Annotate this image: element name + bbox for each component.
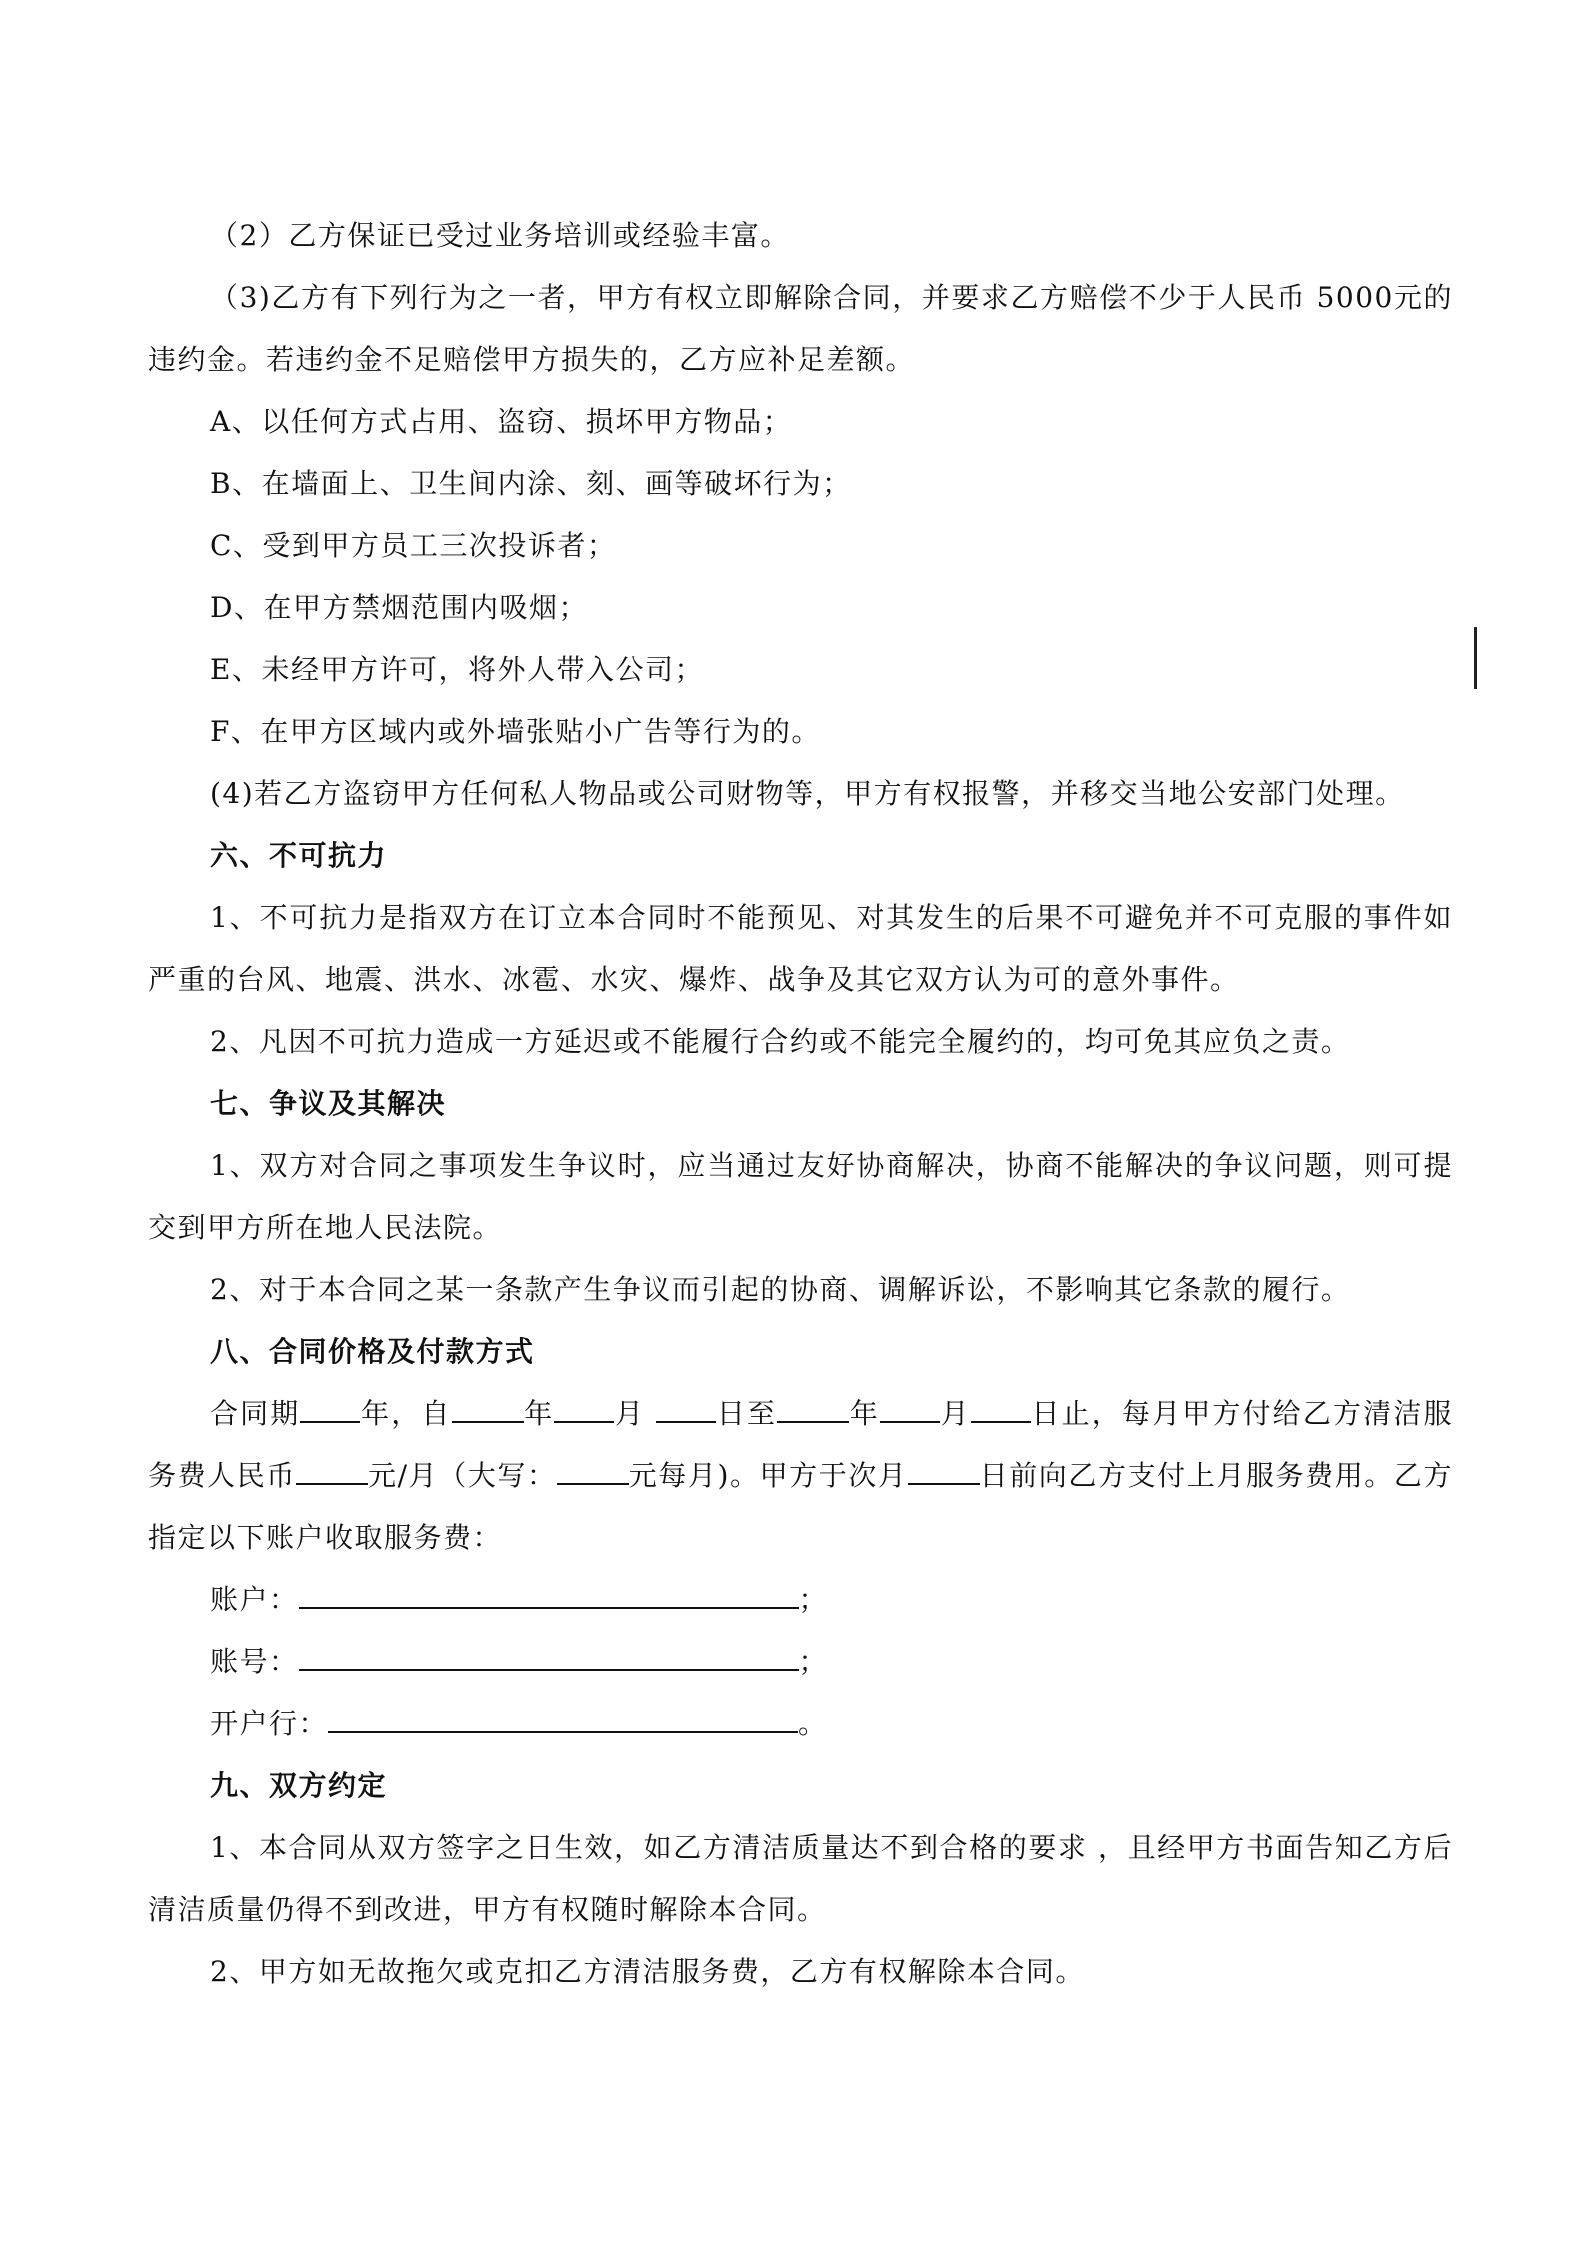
account-number-label: 账号： [210,1645,299,1678]
clause-3-item-a: A、以任何方式占用、盗窃、损坏甲方物品； [210,405,793,438]
blank-contract-years[interactable] [300,1393,360,1423]
section-9-clause-2: 2、甲方如无故拖欠或克扣乙方清洁服务费，乙方有权解除本合同。 [210,1955,1085,1988]
section-9-clause-1: 1、本合同从双方签字之日生效，如乙方清洁质量达不到合格的要求 ，且经甲方书面告知乙方后清洁质量仍得不到改进，甲方有权随时解除本合同。 [148,1831,1453,1926]
blank-monthly-fee[interactable] [296,1455,368,1485]
section-7-clause-1: 1、双方对合同之事项发生争议时，应当通过友好协商解决，协商不能解决的争议问题，则可提交到甲方所在地人民法院。 [148,1149,1453,1244]
account-number-blank[interactable] [299,1641,799,1671]
bank-label: 开户行： [210,1707,329,1740]
section-7-clause-2: 2、对于本合同之某一条款产生争议而引起的协商、调解诉讼，不影响其它条款的履行。 [210,1273,1351,1306]
section-7-heading: 七、争议及其解决 [210,1087,447,1120]
account-name-label: 账户： [210,1583,299,1616]
bank-blank[interactable] [328,1703,798,1733]
account-number-end: ； [798,1645,829,1678]
blank-start-month[interactable] [554,1393,614,1423]
section-6-clause-1: 1、不可抗力是指双方在订立本合同时不能预见、对其发生的后果不可避免并不可克服的事件如严重的台风、地震、洪水、冰雹、水灾、爆炸、战争及其它双方认为可的意外事件。 [148,901,1453,996]
clause-2: （2）乙方保证已受过业务培训或经验丰富。 [210,219,790,252]
section-6-heading: 六、不可抗力 [210,839,388,872]
blank-end-month[interactable] [880,1393,940,1423]
clause-3-item-f: F、在甲方区域内或外墙张贴小广告等行为的。 [210,715,821,748]
payment-text: 日至 [716,1397,778,1430]
account-name-line [148,1569,1453,1631]
section-6-clause-2: 2、凡因不可抗力造成一方延迟或不能履行合约或不能完全履约的，均可免其应负之责。 [210,1025,1351,1058]
payment-terms [148,1383,1453,1569]
payment-text: 元每月)。甲方于次月 [628,1459,908,1492]
payment-text: 元/月（大写： [367,1459,557,1492]
section-9-heading: 九、双方约定 [210,1769,388,1802]
blank-start-year[interactable] [452,1393,524,1423]
contract-body [148,205,1453,2003]
clause-3-item-d: D、在甲方禁烟范围内吸烟； [210,591,588,624]
blank-start-day[interactable] [656,1393,716,1423]
section-8-heading: 八、合同价格及付款方式 [210,1335,535,1368]
blank-end-year[interactable] [777,1393,849,1423]
account-number-line [148,1631,1453,1693]
margin-marker [1474,627,1477,689]
bank-line [148,1693,1453,1755]
account-name-blank[interactable] [299,1579,799,1609]
bank-end: 。 [798,1707,828,1740]
clause-4: (4)若乙方盗窃甲方任何私人物品或公司财物等，甲方有权报警，并移交当地公安部门处理。 [210,777,1405,810]
payment-text: 合同期 [210,1397,301,1430]
payment-text: 月 [614,1397,646,1430]
payment-text: 年 [849,1397,881,1430]
payment-text: 日前向乙方支付上月服务费用。乙方指定以下账户收取服务费： [148,1459,1453,1554]
clause-3-item-e: E、未经甲方许可，将外人带入公司； [210,653,704,686]
blank-fee-in-words[interactable] [557,1455,629,1485]
clause-3-item-b: B、在墙面上、卫生间内涂、刻、画等破坏行为； [210,467,852,500]
payment-text: 月 [940,1397,971,1430]
account-name-end: ； [798,1583,829,1616]
payment-text: 年，自 [360,1397,452,1430]
blank-end-day[interactable] [971,1393,1031,1423]
clause-3: （3)乙方有下列行为之一者，甲方有权立即解除合同，并要求乙方赔偿不少于人民币 5000元的违约金。若违约金不足赔偿甲方损失的，乙方应补足差额。 [148,281,1453,376]
blank-payment-day[interactable] [908,1455,980,1485]
payment-text: 日止，每月甲方付给乙方清洁服务费人民币 [148,1397,1453,1492]
clause-3-item-c: C、受到甲方员工三次投诉者； [210,529,617,562]
payment-text: 年 [523,1397,555,1430]
